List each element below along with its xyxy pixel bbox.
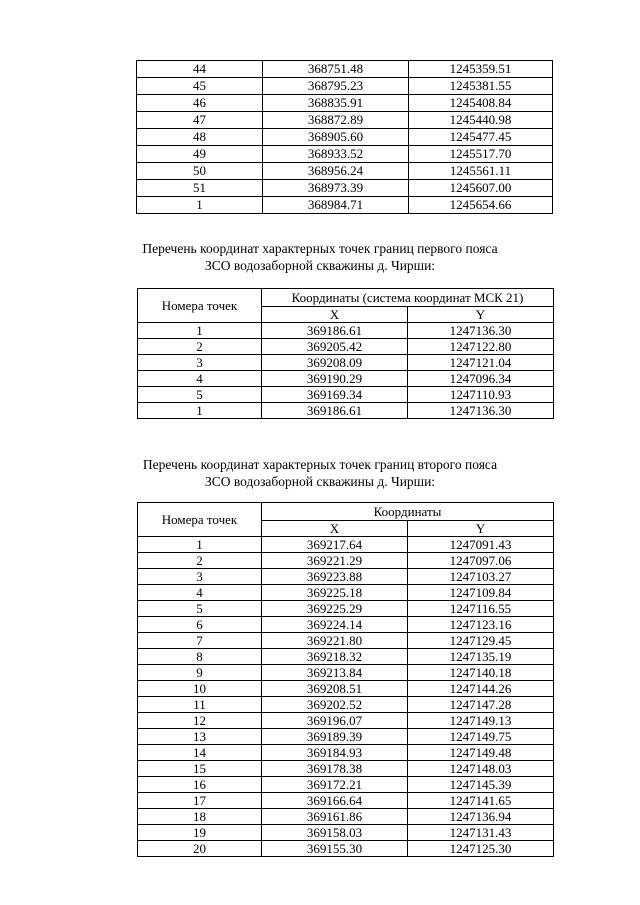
point-number: 51 [137,180,263,197]
point-number: 11 [138,697,262,713]
first-zone-table [137,288,554,419]
coord-x: 369223.88 [262,569,408,585]
coord-x: 368973.39 [263,180,409,197]
coord-x: 369221.29 [262,553,408,569]
header-points: Номера точек [138,503,262,537]
table-row [138,649,554,665]
coord-x: 369161.86 [262,809,408,825]
coord-x: 369208.09 [262,355,408,371]
table-row [138,697,554,713]
caption-line: ЗСО водозаборной скважины д. Чирши: [204,258,436,273]
coord-x: 369166.64 [262,793,408,809]
coord-y: 1247123.16 [408,617,554,633]
coord-y: 1247116.55 [408,601,554,617]
table-row [138,553,554,569]
coord-x: 368933.52 [263,146,409,163]
table-row [138,633,554,649]
coord-y: 1247121.04 [408,355,554,371]
point-number: 5 [138,601,262,617]
coord-x: 369205.42 [262,339,408,355]
coord-x: 369189.39 [262,729,408,745]
table-row [137,61,553,78]
coord-y: 1247135.19 [408,649,554,665]
coord-y: 1245408.84 [409,95,553,112]
coord-y: 1245359.51 [409,61,553,78]
point-number: 3 [138,355,262,371]
point-number: 4 [138,371,262,387]
table-row [138,585,554,601]
coord-y: 1247129.45 [408,633,554,649]
table-row [137,129,553,146]
coord-y: 1245477.45 [409,129,553,146]
table-row [138,825,554,841]
coord-y: 1247091.43 [408,537,554,553]
caption-line: Перечень координат характерных точек границ второго пояса [142,457,498,472]
coord-y: 1247145.39 [408,777,554,793]
point-number: 19 [138,825,262,841]
coord-y: 1245607.00 [409,180,553,197]
coord-y: 1247136.30 [408,403,554,419]
header-y: Y [408,521,554,537]
table-row [137,163,553,180]
coordinates-table-continued [136,60,553,214]
header-coordinates: Координаты (система координат МСК 21) [262,289,554,307]
table-row [138,761,554,777]
coord-x: 369221.80 [262,633,408,649]
table-row [138,355,554,371]
table-row [138,841,554,857]
coord-y: 1247144.26 [408,681,554,697]
point-number: 7 [138,633,262,649]
point-number: 3 [138,569,262,585]
coord-y: 1247097.06 [408,553,554,569]
point-number: 10 [138,681,262,697]
point-number: 1 [137,197,263,214]
table-row [138,713,554,729]
point-number: 2 [138,553,262,569]
coord-y: 1247122.80 [408,339,554,355]
point-number: 4 [138,585,262,601]
coord-y: 1247147.28 [408,697,554,713]
point-number: 49 [137,146,263,163]
coord-y: 1247149.13 [408,713,554,729]
table-row [138,681,554,697]
table-row [138,777,554,793]
coord-y: 1247096.34 [408,371,554,387]
table-row [138,745,554,761]
coord-x: 369217.64 [262,537,408,553]
coord-y: 1247136.94 [408,809,554,825]
point-number: 45 [137,78,263,95]
second-zone-caption [0,456,640,490]
coord-x: 368956.24 [263,163,409,180]
table-row [138,601,554,617]
table-row [138,793,554,809]
table-row [138,387,554,403]
header-coordinates: Координаты [262,503,554,521]
coord-x: 369186.61 [262,403,408,419]
point-number: 47 [137,112,263,129]
point-number: 16 [138,777,262,793]
table-body [137,61,553,214]
table-row [137,197,553,214]
coord-y: 1245654.66 [409,197,553,214]
header-x: X [262,521,408,537]
point-number: 1 [138,323,262,339]
table-row [138,537,554,553]
table-row [138,617,554,633]
coord-x: 369186.61 [262,323,408,339]
table-row [138,323,554,339]
table-row [138,371,554,387]
table-row [137,95,553,112]
header-x: X [262,307,408,323]
coord-x: 368795.23 [263,78,409,95]
table-row [137,180,553,197]
point-number: 20 [138,841,262,857]
point-number: 44 [137,61,263,78]
point-number: 15 [138,761,262,777]
point-number: 48 [137,129,263,146]
coord-y: 1247109.84 [408,585,554,601]
point-number: 2 [138,339,262,355]
coord-y: 1247103.27 [408,569,554,585]
point-number: 14 [138,745,262,761]
coord-x: 369196.07 [262,713,408,729]
coord-x: 368905.60 [263,129,409,146]
coord-y: 1247110.93 [408,387,554,403]
table-body [138,537,554,857]
table-row [138,729,554,745]
coord-y: 1247140.18 [408,665,554,681]
coord-y: 1247148.03 [408,761,554,777]
point-number: 8 [138,649,262,665]
point-number: 12 [138,713,262,729]
coord-y: 1245517.70 [409,146,553,163]
coord-x: 369208.51 [262,681,408,697]
table-row [137,112,553,129]
table-row [138,665,554,681]
coord-x: 369202.52 [262,697,408,713]
coord-x: 369169.34 [262,387,408,403]
coord-x: 369225.18 [262,585,408,601]
coord-x: 368984.71 [263,197,409,214]
coord-y: 1247125.30 [408,841,554,857]
coord-x: 369190.29 [262,371,408,387]
coord-x: 369158.03 [262,825,408,841]
coord-y: 1245440.98 [409,112,553,129]
caption-line: ЗСО водозаборной скважины д. Чирши: [204,474,436,489]
table-row [138,339,554,355]
point-number: 6 [138,617,262,633]
point-number: 1 [138,403,262,419]
coord-x: 368835.91 [263,95,409,112]
table-row [138,809,554,825]
table-row [137,146,553,163]
point-number: 50 [137,163,263,180]
coord-x: 369184.93 [262,745,408,761]
table-row [137,78,553,95]
header-y: Y [408,307,554,323]
caption-line: Перечень координат характерных точек границ первого пояса [142,241,498,256]
coord-x: 368872.89 [263,112,409,129]
point-number: 17 [138,793,262,809]
point-number: 13 [138,729,262,745]
coord-y: 1247141.65 [408,793,554,809]
coord-x: 369178.38 [262,761,408,777]
point-number: 5 [138,387,262,403]
coord-x: 369155.30 [262,841,408,857]
coord-y: 1247136.30 [408,323,554,339]
coord-y: 1247149.75 [408,729,554,745]
point-number: 46 [137,95,263,112]
coord-x: 368751.48 [263,61,409,78]
coord-y: 1247149.48 [408,745,554,761]
table-row [138,569,554,585]
second-zone-table [137,502,554,857]
point-number: 1 [138,537,262,553]
coord-x: 369225.29 [262,601,408,617]
coord-y: 1245561.11 [409,163,553,180]
coord-x: 369218.32 [262,649,408,665]
coord-x: 369213.84 [262,665,408,681]
table-row [138,403,554,419]
coord-x: 369172.21 [262,777,408,793]
table-body [138,323,554,419]
first-zone-caption [0,240,640,274]
coord-x: 369224.14 [262,617,408,633]
header-points: Номера точек [138,289,262,323]
coord-y: 1245381.55 [409,78,553,95]
point-number: 18 [138,809,262,825]
point-number: 9 [138,665,262,681]
coord-y: 1247131.43 [408,825,554,841]
